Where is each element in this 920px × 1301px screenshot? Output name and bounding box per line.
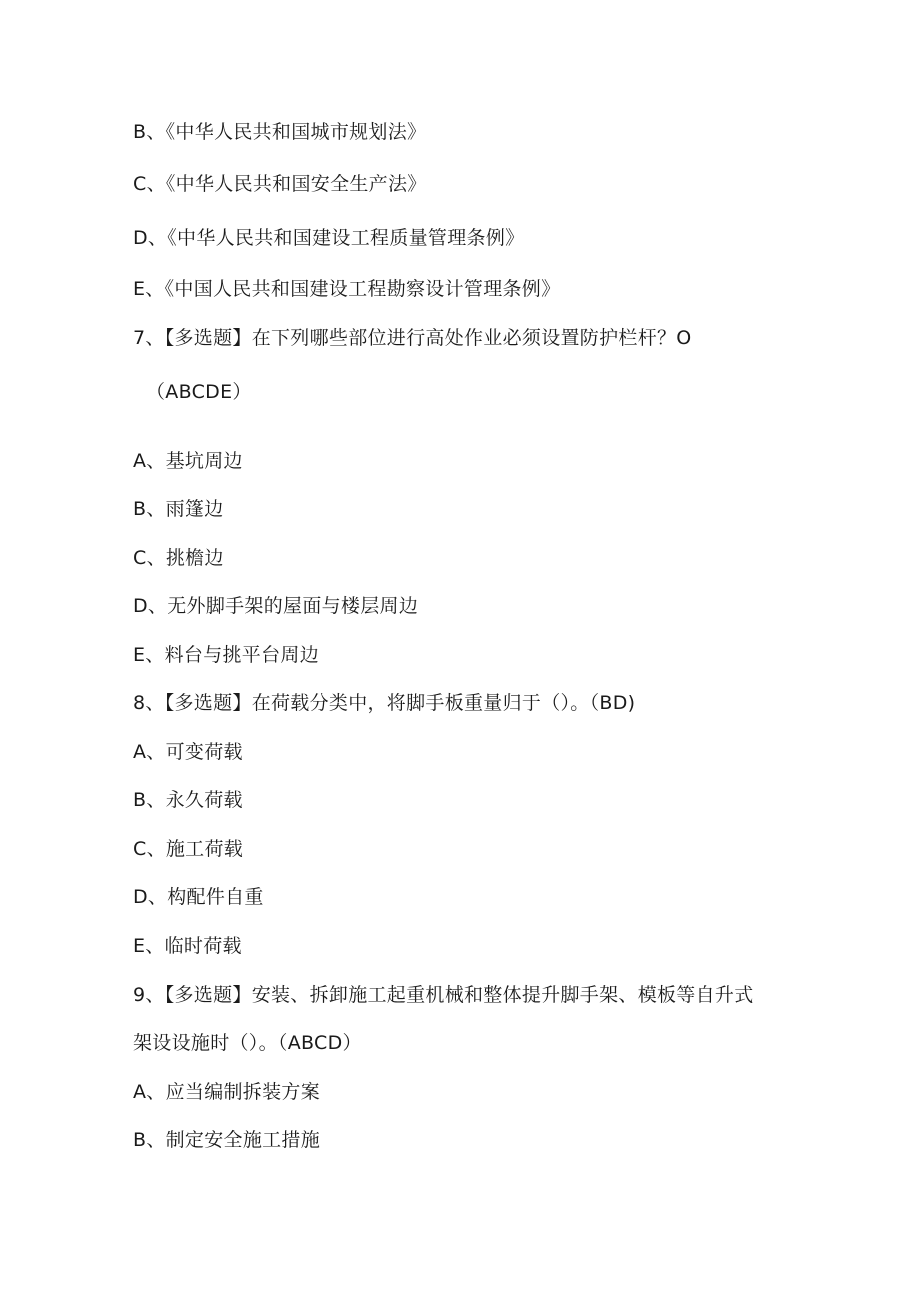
q9-option-a: A、应当编制拆装方案 <box>133 1081 320 1103</box>
question-7-answer: （ABCDE） <box>146 381 252 403</box>
q6-option-b: B、《中华人民共和国城市规划法》 <box>133 121 427 143</box>
q7-option-d: D、无外脚手架的屋面与楼层周边 <box>133 595 419 617</box>
q7-option-c: C、挑檐边 <box>133 547 224 569</box>
q7-option-e: E、料台与挑平台周边 <box>133 644 320 666</box>
question-7-text: 7、【多选题】在下列哪些部位进行高处作业必须设置防护栏杆？O <box>133 327 692 349</box>
q8-option-a: A、可变荷载 <box>133 741 243 763</box>
q6-option-e: E、《中国人民共和国建设工程勘察设计管理条例》 <box>133 278 561 300</box>
q9-option-b: B、制定安全施工措施 <box>133 1129 321 1151</box>
question-9-answer: 架设设施时（）。（ABCD） <box>133 1032 362 1054</box>
q8-option-c: C、施工荷载 <box>133 838 244 860</box>
q7-option-b: B、雨篷边 <box>133 498 224 520</box>
question-8-text: 8、【多选题】在荷载分类中，将脚手板重量归于（）。（BD) <box>133 692 636 714</box>
q8-option-e: E、临时荷载 <box>133 935 242 957</box>
q8-option-d: D、构配件自重 <box>133 886 264 908</box>
question-9-text: 9、【多选题】安装、拆卸施工起重机械和整体提升脚手架、模板等自升式 <box>133 984 754 1006</box>
q7-option-a: A、基坑周边 <box>133 450 243 472</box>
q6-option-d: D、《中华人民共和国建设工程质量管理条例》 <box>133 227 525 249</box>
q6-option-c: C、《中华人民共和国安全生产法》 <box>133 173 427 195</box>
q8-option-b: B、永久荷载 <box>133 789 243 811</box>
